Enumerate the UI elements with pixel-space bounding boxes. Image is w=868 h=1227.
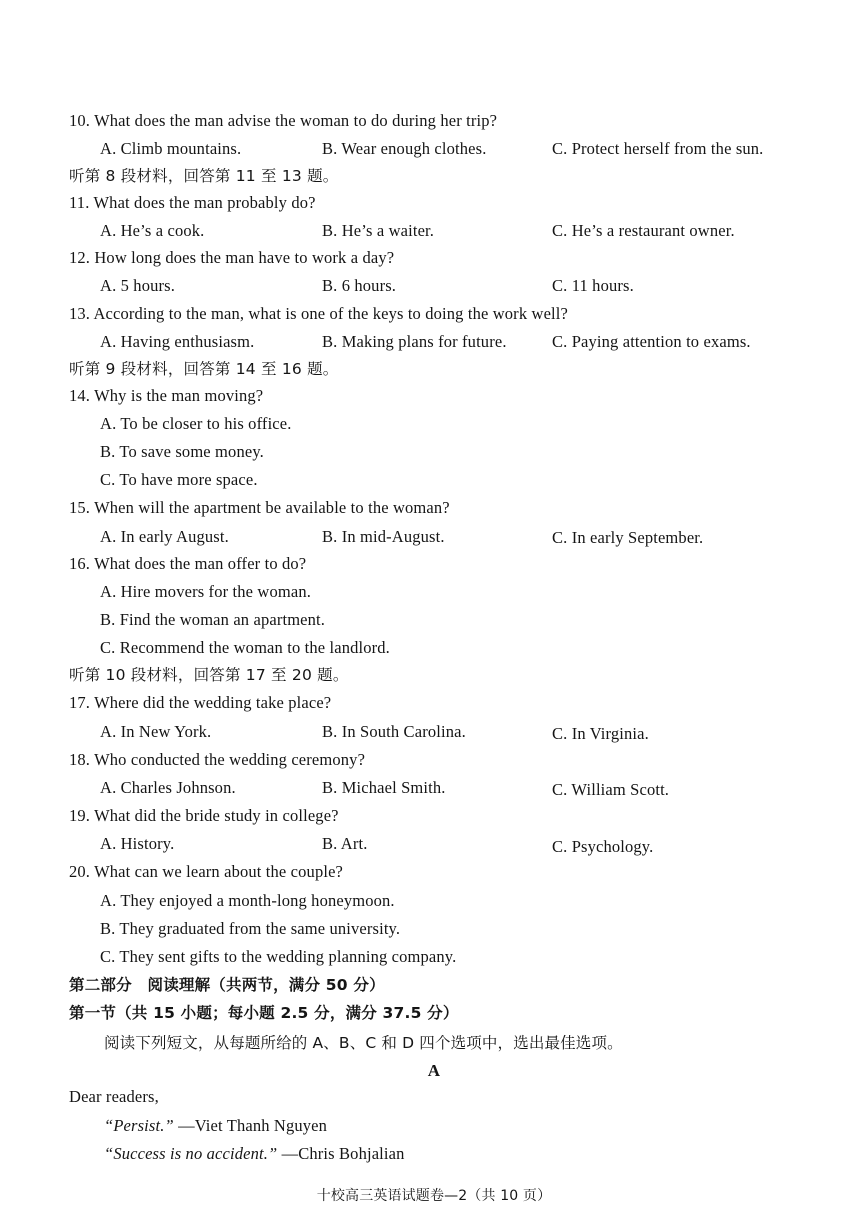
q12-option-c: C. 11 hours. <box>552 276 634 295</box>
q17-option-c: C. In Virginia. <box>552 724 649 743</box>
q16-option-b: B. Find the woman an apartment. <box>100 610 326 629</box>
section-header-9: 听第 9 段材料，回答第 14 至 16 题。 <box>69 360 339 378</box>
question-19: 19. What did the bride study in college? <box>69 806 339 825</box>
part2-instruction: 阅读下列短文，从每题所给的 A、B、C 和 D 四个选项中，选出最佳选项。 <box>104 1034 623 1052</box>
question-14: 14. Why is the man moving? <box>69 386 264 405</box>
q15-option-a: A. In early August. <box>100 527 229 546</box>
q15-option-b: B. In mid-August. <box>322 527 445 546</box>
question-15: 15. When will the apartment be available to the woman? <box>69 498 450 517</box>
question-16: 16. What does the man offer to do? <box>69 554 307 573</box>
section-header-8: 听第 8 段材料，回答第 11 至 13 题。 <box>69 167 339 185</box>
question-11: 11. What does the man probably do? <box>69 193 316 212</box>
q20-option-c: C. They sent gifts to the wedding planning company. <box>100 947 457 966</box>
q18-option-b: B. Michael Smith. <box>322 778 446 797</box>
q17-option-a: A. In New York. <box>100 722 212 741</box>
q19-option-c: C. Psychology. <box>552 837 654 856</box>
q10-option-a: A. Climb mountains. <box>100 139 242 158</box>
q20-option-b: B. They graduated from the same university. <box>100 919 401 938</box>
question-13: 13. According to the man, what is one of the keys to doing the work well? <box>69 304 568 323</box>
question-10: 10. What does the man advise the woman to do during her trip? <box>69 111 498 130</box>
q20-option-a: A. They enjoyed a month-long honeymoon. <box>100 891 395 910</box>
q11-option-b: B. He’s a waiter. <box>322 221 435 240</box>
quote-1-text: “Persist.” <box>104 1116 174 1135</box>
q17-option-b: B. In South Carolina. <box>322 722 466 741</box>
q18-option-c: C. William Scott. <box>552 780 670 799</box>
q13-option-a: A. Having enthusiasm. <box>100 332 255 351</box>
q12-option-a: A. 5 hours. <box>100 276 175 295</box>
q19-option-b: B. Art. <box>322 834 368 853</box>
q11-option-a: A. He’s a cook. <box>100 221 205 240</box>
section-header-10: 听第 10 段材料，回答第 17 至 20 题。 <box>69 666 349 684</box>
q11-option-c: C. He’s a restaurant owner. <box>552 221 735 240</box>
q19-option-a: A. History. <box>100 834 175 853</box>
passage-label: A <box>427 1061 441 1080</box>
question-20: 20. What can we learn about the couple? <box>69 862 344 881</box>
question-18: 18. Who conducted the wedding ceremony? <box>69 750 366 769</box>
q13-option-b: B. Making plans for future. <box>322 332 507 351</box>
q18-option-a: A. Charles Johnson. <box>100 778 236 797</box>
quote-1-author: —Viet Thanh Nguyen <box>173 1116 328 1135</box>
q14-option-b: B. To save some money. <box>100 442 264 461</box>
quote-2-text: “Success is no accident.” <box>104 1144 278 1163</box>
q10-option-c: C. Protect herself from the sun. <box>552 139 764 158</box>
q14-option-a: A. To be closer to his office. <box>100 414 292 433</box>
q10-option-b: B. Wear enough clothes. <box>322 139 487 158</box>
part2-title: 第二部分 阅读理解（共两节，满分 50 分） <box>69 976 385 994</box>
question-17: 17. Where did the wedding take place? <box>69 693 332 712</box>
q15-option-c: C. In early September. <box>552 528 704 547</box>
part2-section1: 第一节（共 15 小题；每小题 2.5 分，满分 37.5 分） <box>69 1004 459 1022</box>
q12-option-b: B. 6 hours. <box>322 276 397 295</box>
q14-option-c: C. To have more space. <box>100 470 258 489</box>
q13-option-c: C. Paying attention to exams. <box>552 332 751 351</box>
page-footer: 十校高三英语试题卷—2（共 10 页） <box>316 1188 552 1204</box>
quote-2-author: —Chris Bohjalian <box>277 1144 405 1163</box>
q16-option-a: A. Hire movers for the woman. <box>100 582 312 601</box>
passage-greeting: Dear readers, <box>69 1087 159 1106</box>
quote-1 <box>104 1116 327 1136</box>
question-12: 12. How long does the man have to work a day? <box>69 248 395 267</box>
q16-option-c: C. Recommend the woman to the landlord. <box>100 638 390 657</box>
quote-2 <box>104 1144 405 1164</box>
